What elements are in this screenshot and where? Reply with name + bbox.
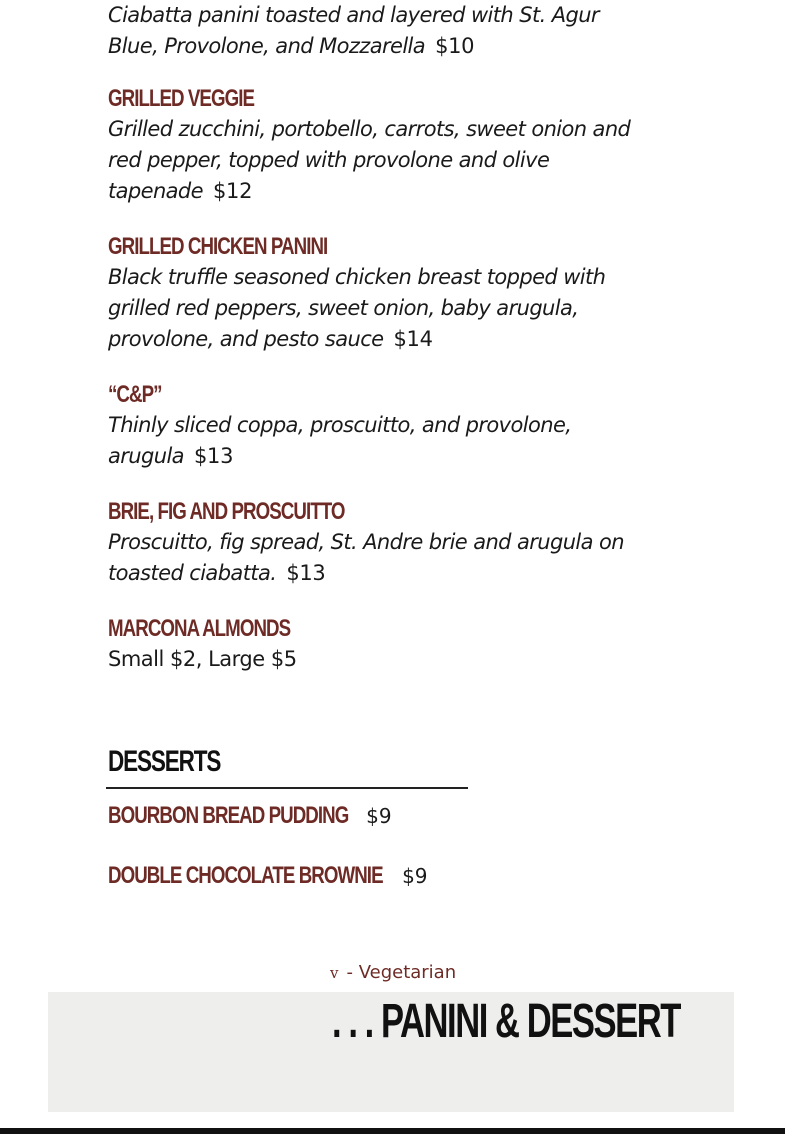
dessert-name: BOURBON BREAD PUDDING — [108, 802, 349, 829]
item-price: $14 — [393, 327, 433, 351]
dessert-item-double-chocolate-brownie — [108, 862, 428, 890]
item-price: $12 — [212, 179, 253, 203]
footer-title: . . . PANINI & DESSERT — [332, 995, 680, 1048]
section-title-desserts: DESSERTS — [108, 745, 221, 778]
dessert-item-bourbon-bread-pudding — [108, 802, 392, 830]
item-name: GRILLED CHICKEN PANINI — [108, 233, 328, 260]
item-price: $13 — [193, 444, 234, 468]
dessert-name: DOUBLE CHOCOLATE BROWNIE — [108, 862, 383, 889]
item-price: $10 — [435, 34, 475, 58]
item-name: BRIE, FIG AND PROSCUITTO — [108, 498, 345, 525]
item-description: Black truffle seasoned chicken breast topped with grilled red peppers, sweet onion, baby arugula, provolone, and pesto sauce $14 — [108, 265, 606, 351]
item-description: Small $2, Large $5 — [108, 647, 297, 671]
item-description: Thinly sliced coppa, proscuitto, and provolone, arugula $13 — [108, 413, 572, 468]
item-description: Ciabatta panini toasted and layered with St. Agur Blue, Provolone, and Mozzarella $10 — [108, 3, 599, 58]
item-name: GRILLED VEGGIE — [108, 85, 255, 112]
vegetarian-legend-text: - Vegetarian — [346, 962, 457, 983]
item-name: MARCONA ALMONDS — [108, 615, 291, 642]
vegetarian-legend — [330, 962, 456, 983]
item-name: “C&P” — [108, 381, 162, 408]
item-price: $13 — [286, 561, 326, 585]
menu-item-c-and-p — [108, 380, 571, 472]
menu-item-st-agur-panini — [108, 0, 599, 62]
section-divider — [106, 787, 468, 789]
menu-item-brie-fig-proscuitto — [108, 497, 624, 589]
item-description: Grilled zucchini, portobello, carrots, sweet onion and red pepper, topped with provolone and olive tapenade $12 — [108, 117, 631, 203]
vegetarian-symbol: v — [330, 964, 339, 982]
item-description: Proscuitto, fig spread, St. Andre brie and arugula on toasted ciabatta. $13 — [108, 530, 624, 585]
menu-item-marcona-almonds — [108, 614, 342, 675]
dessert-price: $9 — [402, 864, 428, 888]
dessert-price: $9 — [366, 804, 392, 828]
bottom-border — [0, 1128, 785, 1134]
menu-item-grilled-chicken-panini — [108, 232, 605, 355]
menu-item-grilled-veggie — [108, 84, 630, 207]
